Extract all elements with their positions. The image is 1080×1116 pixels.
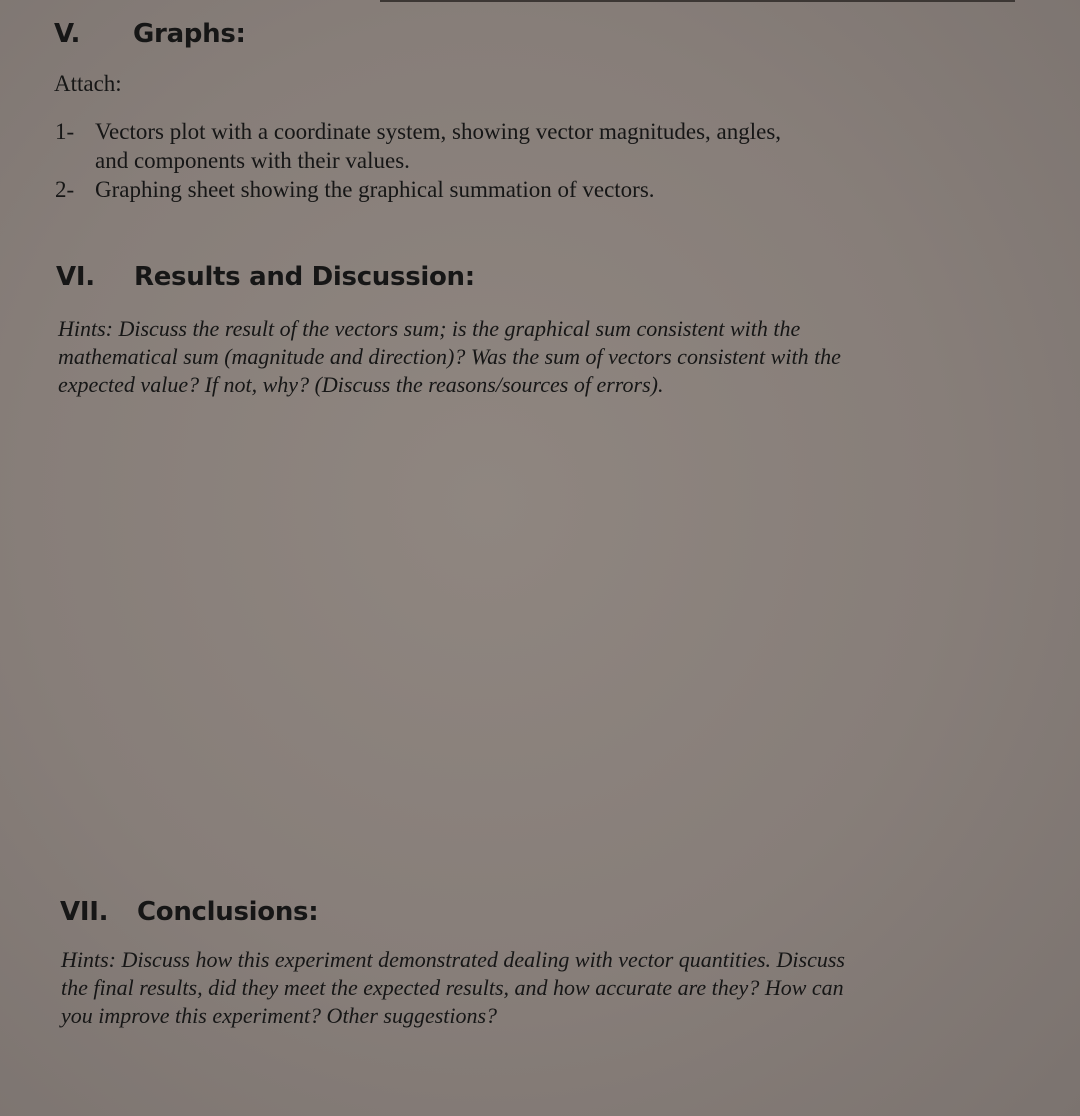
conclusions-hint	[61, 946, 845, 1030]
results-hint	[58, 315, 841, 399]
hint-line: mathematical sum (magnitude and direction)? Was the sum of vectors consistent with the	[58, 344, 841, 369]
attach-label: Attach:	[54, 71, 122, 96]
list-item-text: Vectors plot with a coordinate system, showing vector magnitudes, angles,	[95, 119, 782, 144]
top-rule	[380, 0, 1015, 2]
hint-line: you improve this experiment? Other suggestions?	[61, 1003, 498, 1028]
section-title: Conclusions:	[137, 897, 319, 927]
section-number: V.	[54, 19, 81, 49]
list-item	[55, 117, 781, 175]
list-item	[55, 175, 781, 204]
section-number: VI.	[56, 262, 95, 292]
list-marker: 1-	[55, 119, 75, 144]
attach-list	[55, 117, 781, 204]
hint-line: the final results, did they meet the expected results, and how accurate are they? How can	[61, 975, 844, 1000]
list-item-text: and components with their values.	[95, 148, 410, 173]
section-title: Results and Discussion:	[134, 262, 475, 292]
hint-line: expected value? If not, why? (Discuss the reasons/sources of errors).	[58, 372, 664, 397]
hint-line: Hints: Discuss the result of the vectors sum; is the graphical sum consistent with the	[58, 316, 801, 341]
section-title: Graphs:	[133, 19, 246, 49]
list-item-text: Graphing sheet showing the graphical summation of vectors.	[95, 177, 655, 202]
list-marker: 2-	[55, 177, 75, 202]
hint-line: Hints: Discuss how this experiment demonstrated dealing with vector quantities. Discuss	[61, 947, 845, 972]
section-number: VII.	[60, 897, 109, 927]
